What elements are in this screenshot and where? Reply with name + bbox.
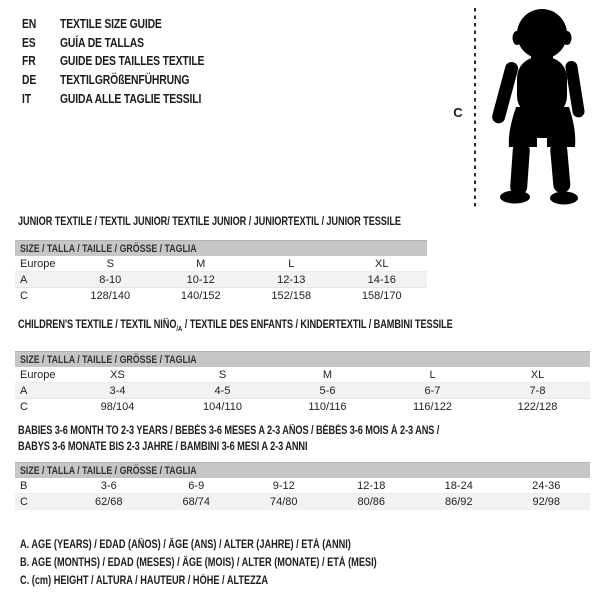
language-code: ES xyxy=(22,34,36,50)
table-row xyxy=(15,399,590,415)
size-cell: 152/158 xyxy=(271,290,312,302)
junior-size-table xyxy=(15,240,427,304)
size-cell: 5-6 xyxy=(319,384,336,397)
table-row xyxy=(15,494,590,510)
babies-section-title: BABIES 3-6 MONTH TO 2-3 YEARS / BEBÉS 3-6 MESES A 2-3 AÑOS / BÉBÉS 3-6 MOIS À 2-3 ANS / BABYS 3-6 MONATE BIS 2-3 JAHRE / BAMBINI 3-6 MESI A 2-3 ANNI xyxy=(18,425,440,453)
row-label: C xyxy=(20,401,28,413)
language-title: GUÍA DE TALLAS xyxy=(60,34,144,50)
size-cell: 8-10 xyxy=(99,273,122,286)
row-label: A xyxy=(20,384,28,397)
row-label: C xyxy=(20,290,28,302)
size-cell: 6-9 xyxy=(188,479,205,492)
size-cell: M xyxy=(196,257,206,270)
babies-size-table xyxy=(15,462,590,510)
size-cell: 92/98 xyxy=(532,496,561,508)
size-cell: L xyxy=(288,257,295,270)
table-row xyxy=(15,256,427,272)
toddler-silhouette-icon xyxy=(486,7,598,206)
size-cell: 80/86 xyxy=(357,496,386,508)
size-cell: 74/80 xyxy=(269,496,298,508)
size-cell: 18-24 xyxy=(444,479,473,492)
row-label: C xyxy=(20,496,28,508)
size-cell: 158/170 xyxy=(361,290,402,302)
language-title: TEXTILGRÖßENFÜHRUNG xyxy=(60,72,190,88)
size-header-bar: SIZE / TALLA / TAILLE / GRÖSSE / TAGLIA xyxy=(15,240,427,256)
size-cell: XL xyxy=(375,257,389,270)
language-code: IT xyxy=(22,90,31,106)
language-title: GUIDA ALLE TAGLIE TESSILI xyxy=(60,90,202,106)
size-cell: 62/68 xyxy=(94,496,123,508)
size-cell: S xyxy=(106,257,114,270)
size-cell: 3-4 xyxy=(109,384,126,397)
children-section-title: CHILDREN'S TEXTILE / TEXTIL $NIÑO_{/A}$ / TEXTILE DES ENFANTS / KINDERTEXTIL / BAMBINI TESSILE xyxy=(18,319,453,333)
table-row xyxy=(15,383,590,399)
language-title-list xyxy=(22,15,240,109)
row-label: Europe xyxy=(20,257,56,270)
size-cell: 4-5 xyxy=(214,384,231,397)
size-cell: S xyxy=(218,368,227,381)
size-cell: 104/110 xyxy=(203,401,242,413)
size-header-bar: SIZE / TALLA / TAILLE / GRÖSSE / TAGLIA xyxy=(15,462,590,478)
language-code: EN xyxy=(22,16,37,31)
note-line: A. AGE (YEARS) / EDAD (AÑOS) / ÂGE (ANS) / ALTER (JAHRE) / ETÀ (ANNI) xyxy=(20,539,351,551)
size-cell: XS xyxy=(110,368,125,381)
children-size-table xyxy=(15,351,590,415)
size-cell: 10-12 xyxy=(186,273,215,286)
size-cell: 122/128 xyxy=(517,401,558,413)
table-row xyxy=(15,367,590,383)
size-cell: 24-36 xyxy=(532,479,561,492)
language-code: DE xyxy=(22,72,37,88)
language-code: FR xyxy=(22,53,36,69)
size-cell: 14-16 xyxy=(367,273,396,286)
note-line: B. AGE (MONTHS) / EDAD (MESES) / ÂGE (MOIS) / ALTER (MONATE) / ETÀ (MESI) xyxy=(20,557,377,570)
language-row xyxy=(22,52,240,71)
junior-section-title: JUNIOR TEXTILE / TEXTIL JUNIOR/ TEXTILE JUNIOR / JUNIORTEXTIL / JUNIOR TESSILE xyxy=(18,216,401,228)
size-cell: 6-7 xyxy=(424,384,441,397)
size-header-bar: SIZE / TALLA / TAILLE / GRÖSSE / TAGLIA xyxy=(15,351,590,367)
size-cell: 110/116 xyxy=(308,401,347,413)
language-row xyxy=(22,15,240,34)
language-row xyxy=(22,71,240,90)
row-label: B xyxy=(20,479,28,492)
table-row xyxy=(15,288,427,304)
table-row xyxy=(15,272,427,288)
size-cell: L xyxy=(429,368,436,381)
height-dotted-line xyxy=(474,8,476,207)
row-label: Europe xyxy=(20,368,56,381)
row-label: A xyxy=(20,273,28,286)
subscript-suffix: /A xyxy=(176,323,183,333)
size-cell: 128/140 xyxy=(90,290,131,302)
size-cell: 12-13 xyxy=(277,273,306,286)
size-cell: 3-6 xyxy=(100,479,117,492)
legend-notes xyxy=(20,536,466,591)
size-cell: 12-18 xyxy=(357,479,386,492)
language-title: TEXTILE SIZE GUIDE xyxy=(60,16,162,31)
size-cell: 116/122 xyxy=(413,401,452,413)
size-cell: 68/74 xyxy=(182,496,211,508)
table-row xyxy=(15,478,590,494)
size-cell: 98/104 xyxy=(100,401,135,413)
size-cell: M xyxy=(322,368,333,381)
language-row xyxy=(22,34,240,53)
size-cell: 86/92 xyxy=(444,496,473,508)
size-cell: 7-8 xyxy=(529,384,546,397)
size-cell: 9-12 xyxy=(272,479,295,492)
size-cell: 140/152 xyxy=(180,290,221,302)
language-title: GUIDE DES TAILLES TEXTILE xyxy=(60,53,205,69)
height-label-c: C xyxy=(453,105,463,120)
note-line: C. (cm) HEIGHT / ALTURA / HAUTEUR / HÖHE / ALTEZZA xyxy=(20,575,269,588)
size-cell: XL xyxy=(530,368,545,381)
language-row xyxy=(22,90,240,109)
